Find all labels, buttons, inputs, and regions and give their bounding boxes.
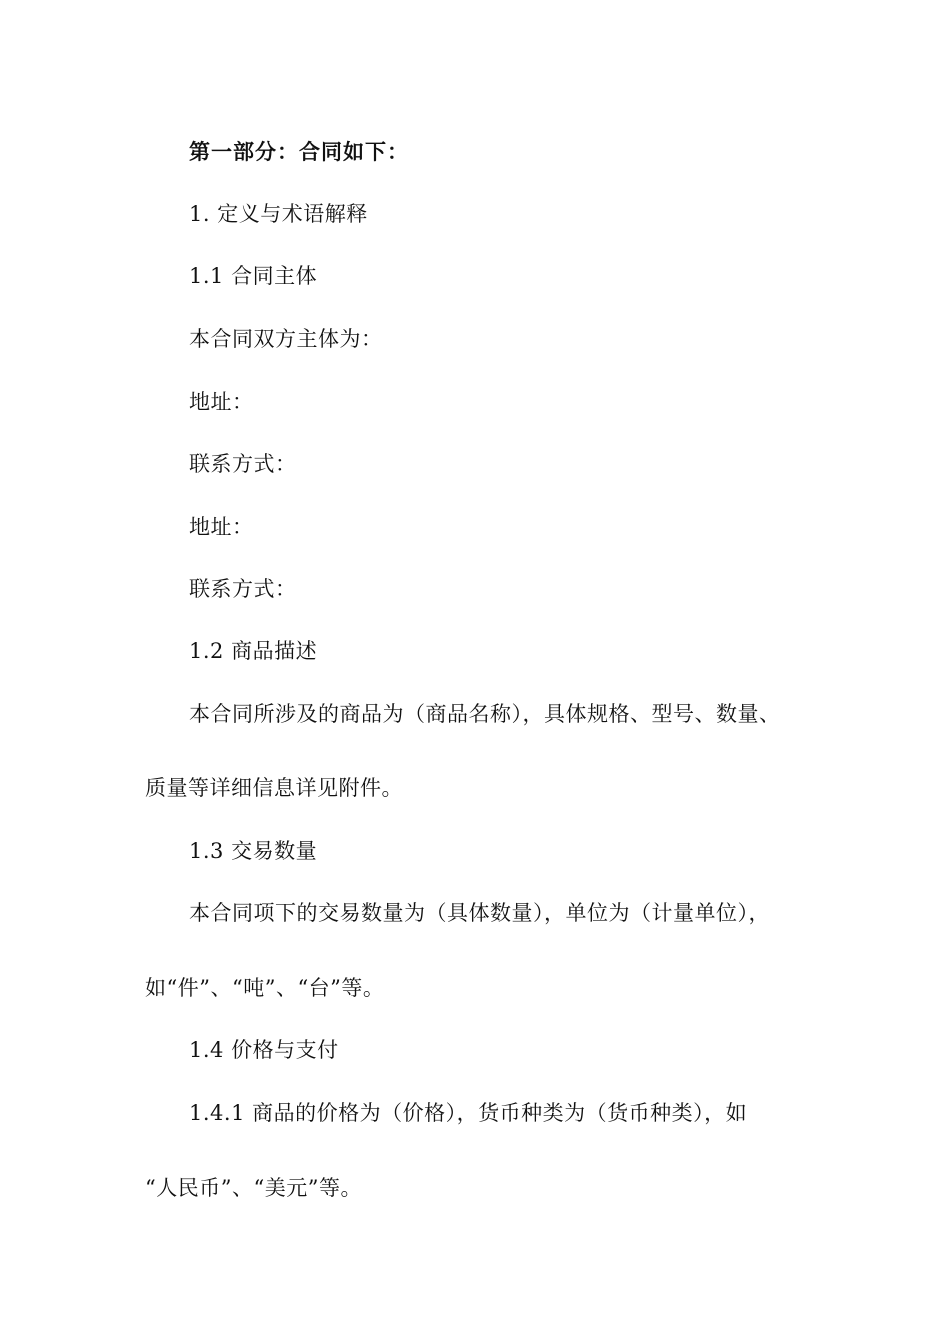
goods-description-line-2: 质量等详细信息详见附件。 bbox=[145, 776, 403, 800]
address-label-1: 地址： bbox=[189, 390, 254, 414]
parties-intro: 本合同双方主体为： bbox=[189, 327, 383, 351]
contact-label-2: 联系方式： bbox=[189, 577, 297, 601]
section-1-title: 1. 定义与术语解释 bbox=[189, 202, 368, 226]
section-1-4-title: 1.4 价格与支付 bbox=[189, 1038, 339, 1062]
price-line-1: 1.4.1 商品的价格为（价格），货币种类为（货币种类），如 bbox=[189, 1101, 748, 1125]
contact-label-1: 联系方式： bbox=[189, 452, 297, 476]
quantity-line-2: 如“件”、“吨”、“台”等。 bbox=[145, 976, 385, 1000]
section-1-2-title: 1.2 商品描述 bbox=[189, 639, 318, 663]
section-1-3-title: 1.3 交易数量 bbox=[189, 839, 318, 863]
part-heading: 第一部分：合同如下： bbox=[189, 140, 409, 164]
quantity-line-1: 本合同项下的交易数量为（具体数量），单位为（计量单位）， bbox=[189, 901, 770, 925]
address-label-2: 地址： bbox=[189, 515, 254, 539]
price-line-2: “人民币”、“美元”等。 bbox=[145, 1176, 362, 1200]
goods-description-line-1: 本合同所涉及的商品为（商品名称），具体规格、型号、数量、 bbox=[189, 702, 781, 726]
section-1-1-title: 1.1 合同主体 bbox=[189, 264, 318, 288]
